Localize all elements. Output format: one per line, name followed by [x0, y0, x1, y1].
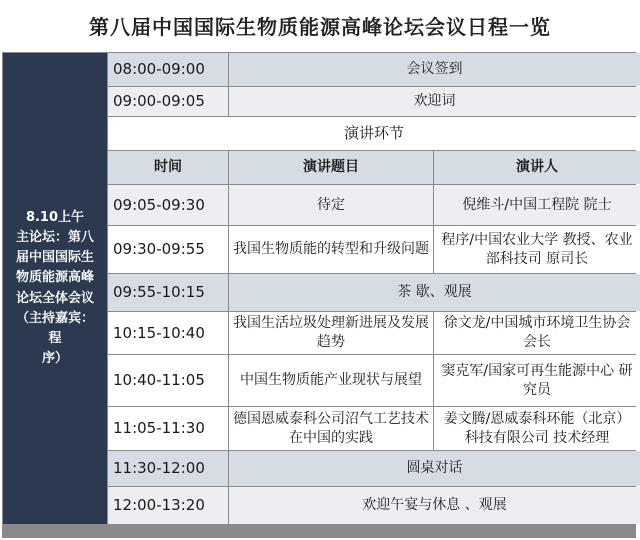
topic-cell: 茶 歇、观展 [229, 274, 640, 311]
page-title: 第八届中国国际生物质能源高峰论坛会议日程一览 [89, 14, 551, 39]
topic-cell: 欢迎词 [229, 87, 640, 116]
schedule-table [2, 52, 636, 538]
time-cell: 12:00-13:20 [108, 487, 228, 524]
speaker-cell: 程序/中国农业大学 教授、农业部科技司 原司长 [434, 226, 640, 273]
time-cell: 09:05-09:30 [108, 185, 228, 225]
speaker-cell: 徐文龙/中国城市环境卫生协会 会长 [434, 312, 640, 354]
topic-cell: 中国生物质能产业现状与展望 [229, 355, 433, 406]
topic-cell: 圆桌对话 [229, 451, 640, 486]
topic-cell: 德国恩威泰科公司沼气工艺技术在中国的实践 [229, 407, 433, 450]
speaker-cell: 姜文腾/恩威泰科环能（北京）科技有限公司 技术经理 [434, 407, 640, 450]
time-cell: 09:55-10:15 [108, 274, 228, 311]
header-time: 时间 [108, 151, 228, 184]
session-line: 物质能源高峰 [15, 270, 94, 286]
header-topic: 演讲题目 [229, 151, 433, 184]
topic-cell: 待定 [229, 185, 433, 225]
session-line: （主持嘉宾：程 [15, 310, 94, 346]
time-cell: 11:05-11:30 [108, 407, 228, 450]
topic-cell: 会议签到 [229, 53, 640, 86]
time-cell: 11:30-12:00 [108, 451, 228, 486]
time-cell: 09:30-09:55 [108, 226, 228, 273]
time-cell: 10:40-11:05 [108, 355, 228, 406]
topic-cell: 我国生物质能的转型和升级问题 [229, 226, 433, 273]
time-cell: 08:00-09:00 [108, 53, 228, 86]
session-line: 届中国国际生 [15, 250, 94, 266]
header-speaker: 演讲人 [434, 151, 640, 184]
topic-cell: 欢迎午宴与休息 、观展 [229, 487, 640, 524]
time-cell: 09:00-09:05 [108, 87, 228, 116]
time-cell: 10:15-10:40 [108, 312, 228, 354]
session-line: 序） [41, 350, 68, 366]
session-label [3, 53, 107, 524]
session-line: 主论坛：第八 [15, 230, 94, 246]
session-line: 论坛全体会议 [15, 290, 94, 306]
topic-cell: 我国生活垃圾处理新进展及发展趋势 [229, 312, 433, 354]
session-line: 8.10上午 [25, 209, 85, 225]
speaker-cell: 窦克军/国家可再生能源中心 研究员 [434, 355, 640, 406]
speaker-cell: 倪维斗/中国工程院 院士 [434, 185, 640, 225]
section-title: 演讲环节 [108, 117, 640, 150]
